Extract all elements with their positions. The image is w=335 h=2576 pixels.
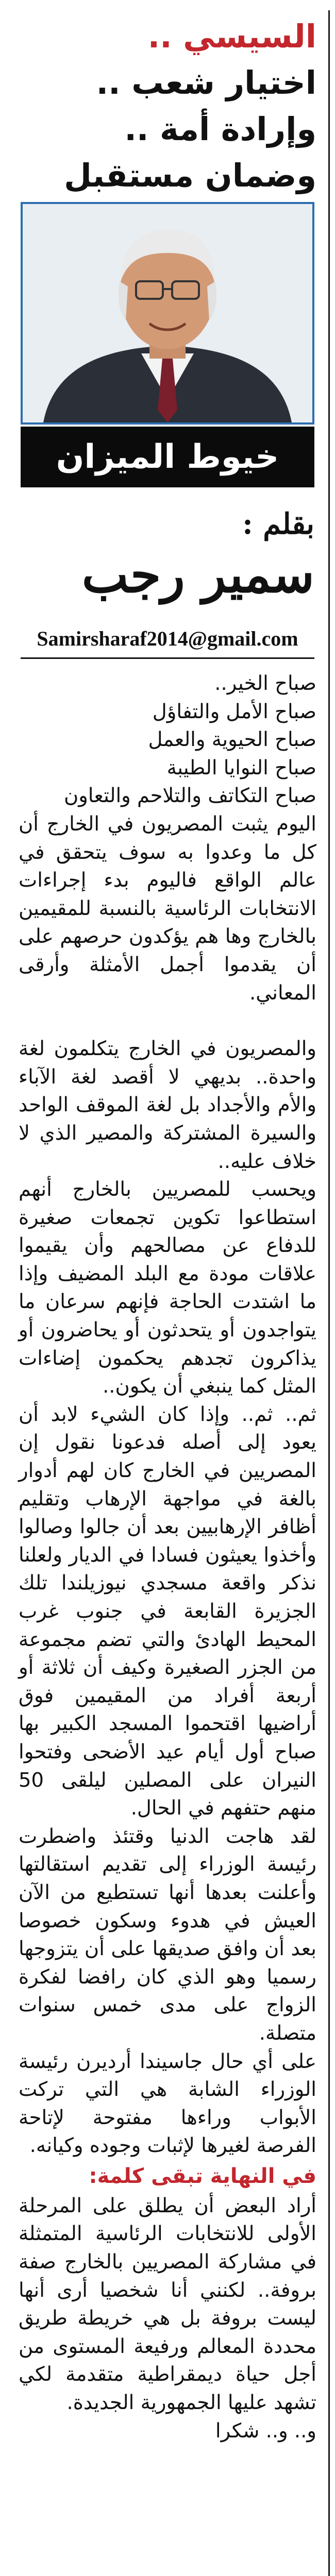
- conclusion-heading: في النهاية تبقى كلمة:: [89, 2164, 316, 2188]
- signoff: و.. و.. شكرا: [215, 2419, 316, 2443]
- headline: [21, 13, 316, 199]
- article-body: [19, 670, 316, 2445]
- conclusion-paragraph: أراد البعض أن يطلق على المرحلة الأولى للانتخابات الرئاسية المتمثلة في مشاركة المصريين بالخارج صفة بروفة.. لكنني أنا شخصيا أرى أنها ليست بروفة بل هي خريطة طريق محددة المعالم ورفيعة المستوى من أجل حياة ديمقراطية متقدمة لكي تشهد عليها الجمهورية الجديدة.: [19, 2194, 316, 2415]
- paragraph-5: صباح التكاتف والتلاحم والتعاون: [63, 784, 316, 808]
- headline-line-3: وضمان مستقبل: [64, 157, 316, 194]
- paragraph-6: اليوم يثبت المصريون في الخارج أن كل ما وعدوا به سوف يتحقق في عالم الواقع فاليوم بدء إجراءات الانتخابات الرئاسية بالنسبة للمقيمين بالخارج وها هم يؤكدون حرصهم على أن يقدموا أجمل الأمثلة وأرقى المعاني.: [19, 812, 316, 1005]
- paragraph-gap: [19, 1007, 316, 1035]
- author-email[interactable]: Samirsharaf2014@gmail.com: [37, 627, 298, 650]
- paragraph-10: لقد هاجت الدنيا وقتئذ واضطرت رئيسة الوزراء إلى تقديم استقالتها وأعلنت بعدها أنها تستطيع من الآن العيش في هدوء وسكون خصوصا بعد أن وافق صديقها على أن يتزوجها رسميا وهو الذي كان رافضا لفكرة الزواج على مدى خمس سنوات متصلة.: [19, 1824, 316, 2045]
- paragraph-9: ثم.. ثم.. وإذا كان الشيء لابد أن يعود إلى أصله فدعونا نقول إن المصريين في الخارج كان لهم أدوار بالغة في مواجهة الإرهاب وتقليم أظافر الإرهابيين بعد أن جالوا وصالوا وأخذوا يعيثون فسادا في الديار ولعلنا نذكر واقعة مسجدي نيوزيلندا تلك الجزيرة القابعة في جنوب غرب المحيط الهادئ والتي تضم مجموعة من الجزر الصغيرة وكيف أن ثلاثة أو أربعة أفراد من المقيمين فوق أراضيها اقتحموا المسجد الكبير بها صباح أول أيام عيد الأضحى وفتحوا النيران على المصلين ليلقى 50 منهم حتفهم في الحال.: [19, 1402, 316, 1820]
- paragraph-4: صباح النوايا الطيبة: [166, 756, 316, 779]
- paragraph-1: صباح الخير..: [214, 672, 316, 695]
- paragraph-3: صباح الحيوية والعمل: [148, 728, 316, 752]
- paragraph-7: والمصريون في الخارج يتكلمون لغة واحدة.. بديهي لا أقصد لغة الآباء والأم والأجداد بل لغة الموقف الواحد والسيرة المشتركة والمصير الذي لا خلاف عليه..: [19, 1037, 316, 1173]
- headline-line-2: اختيار شعب .. وإرادة أمة ..: [96, 64, 316, 148]
- author-portrait-icon: [23, 204, 312, 422]
- column-banner: خيوط الميزان: [21, 427, 314, 487]
- byline-divider: [21, 657, 314, 659]
- author-photo: [21, 202, 314, 425]
- headline-line-1: السيسي ..: [147, 18, 316, 55]
- paragraph-8: ويحسب للمصريين بالخارج أنهم استطاعوا تكوين تجمعات صغيرة للدفاع عن مصالحهم وأن يقيموا علاقات مودة مع البلد المضيف وإذا ما اشتدت الحاجة فإنهم سرعان ما يتواجدون أو يتحدثون أو يحاضرون أو يذاكرون تجدهم يحكمون إضاءات المثل كما ينبغي أن يكون..: [19, 1178, 316, 1398]
- column-rule: [328, 10, 330, 2576]
- paragraph-11: على أي حال جاسيندا أرديرن رئيسة الوزراء الشابة هي التي تركت الأبواب وراءها مفتوحة لإتاحة الفرصة لغيرها لإثبات وجوده وكيانه.: [19, 2049, 316, 2158]
- paragraph-2: صباح الأمل والتفاؤل: [152, 700, 316, 723]
- author-name: سمير رجب: [81, 546, 314, 604]
- byline-label: بقلم :: [242, 507, 314, 541]
